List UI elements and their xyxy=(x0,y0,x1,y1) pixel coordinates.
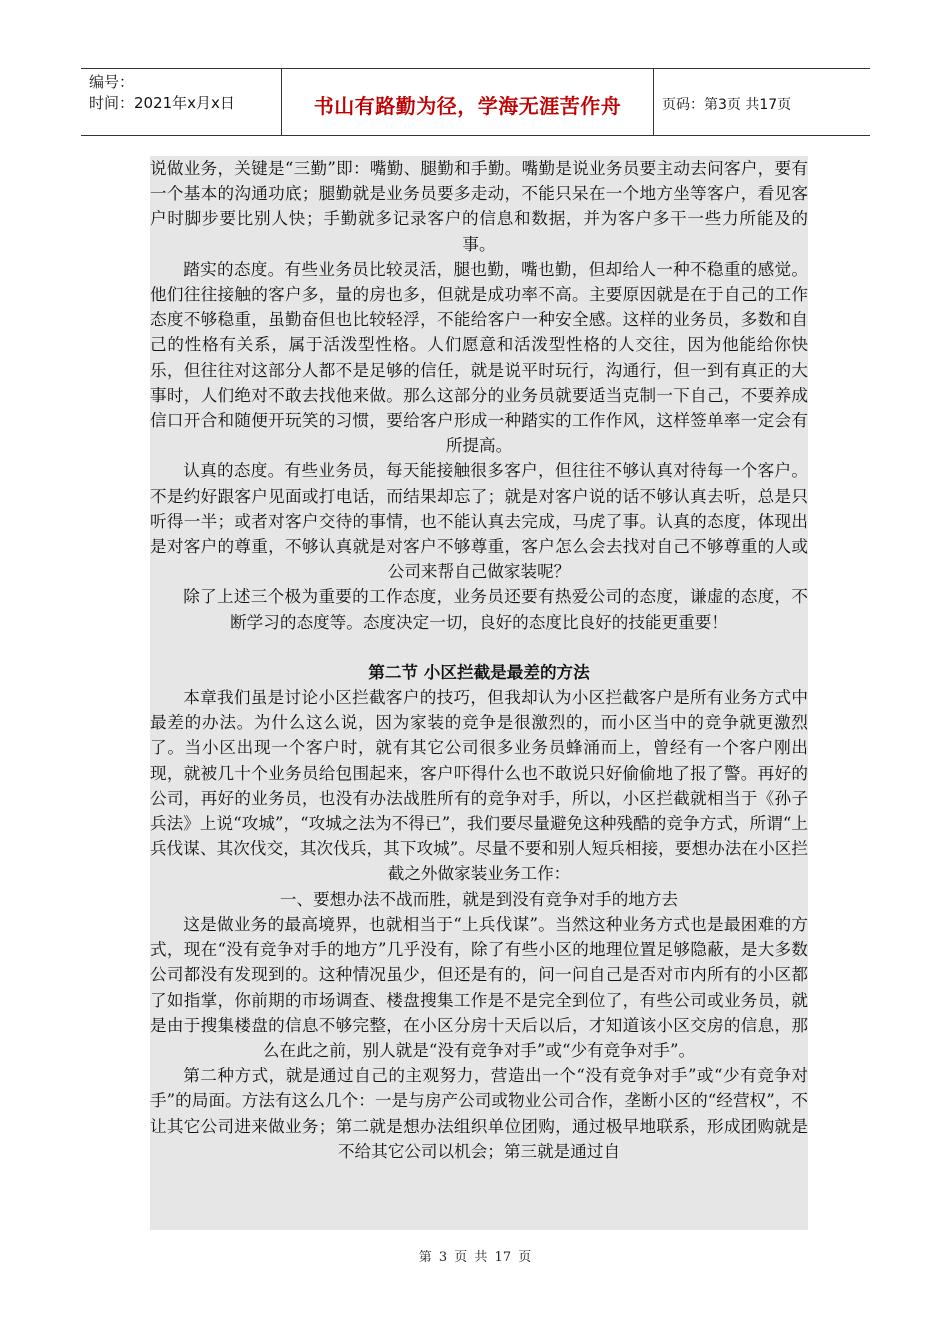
section-spacer xyxy=(150,635,808,660)
paragraph-three-diligences: 说做业务，关键是“三勤”即：嘴勤、腿勤和手勤。嘴勤是说业务员要主动去问客户，要有一个基本的沟通功底；腿勤就是业务员要多走动，不能只呆在一个地方坐等客户，看见客户时脚步要比别人快；手勤就多记录客户的信息和数据，并为客户多干一些力所能及的事。 xyxy=(150,159,808,254)
header-meta xyxy=(81,69,282,135)
page-footer: 第 3 页 共 17 页 xyxy=(418,1250,532,1265)
document-number-label: 编号： xyxy=(89,73,135,91)
header-page-code: 页码：第3页 共17页 xyxy=(662,97,792,113)
section-title: 第二节 小区拦截是最差的方法 xyxy=(368,662,590,682)
document-body xyxy=(150,156,808,1230)
paragraph-second-method: 第二种方式，就是通过自己的主观努力，营造出一个“没有竞争对手”或“少有竞争对手”的局面。方法有这么几个：一是与房产公司或物业公司合作，垄断小区的“经营权”，不让其它公司进来做业务；第二就是想办法组织单位团购，通过极早地联系，形成团购就是不给其它公司以机会；第三就是通过自 xyxy=(150,1066,808,1161)
document-time-label: 时间：2021年x月x日 xyxy=(89,94,235,112)
page-header xyxy=(81,68,870,136)
paragraph-highest-realm: 这是做业务的最高境界，也就相当于“上兵伐谋”。当然这种业务方式也是最困难的方式，现在“没有竞争对手的地方”几乎没有，除了有些小区的地理位置足够隐蔽，是大多数公司都没有发现到的。这种情况虽少，但还是有的，问一问自己是否对市内所有的小区都了如指掌，你前期的市场调查、楼盘搜集工作是不是完全到位了，有些公司或业务员，就是由于搜集楼盘的信息不够完整，在小区分房十天后以后，才知道该小区交房的信息，那么在此之前，别人就是“没有竞争对手”或“少有竞争对手”。 xyxy=(150,914,808,1060)
paragraph-serious-attitude: 认真的态度。有些业务员，每天能接触很多客户，但往往不够认真对待每一个客户。不是约好跟客户见面或打电话，而结果却忘了；就是对客户说的话不够认真去听，总是只听得一半；或者对客户交待的事情，也不能认真去完成，马虎了事。认真的态度，体现出是对客户的尊重，不够认真就是对客户不够尊重，客户怎么会去找对自己不够尊重的人或公司来帮自己做家装呢？ xyxy=(150,461,808,582)
paragraph-other-attitudes: 除了上述三个极为重要的工作态度，业务员还要有热爱公司的态度，谦虚的态度，不断学习的态度等。态度决定一切，良好的态度比良好的技能更重要！ xyxy=(183,587,808,632)
subheading-win-without-fighting: 一、要想办法不战而胜，就是到没有竞争对手的地方去 xyxy=(279,889,679,909)
header-motto: 书山有路勤为径，学海无涯苦作舟 xyxy=(282,69,654,135)
paragraph-community-interception: 本章我们虽是讨论小区拦截客户的技巧，但我却认为小区拦截客户是所有业务方式中最差的办法。为什么这么说，因为家装的竞争是很激烈的，而小区当中的竞争就更激烈了。当小区出现一个客户时，就有其它公司很多业务员蜂涌而上，曾经有一个客户刚出现，就被几十个业务员给包围起来，客户吓得什么也不敢说只好偷偷地了报了警。再好的公司，再好的业务员，也没有办法战胜所有的竞争对手，所以，小区拦截就相当于《孙子兵法》上说“攻城”，“攻城之法为不得已”，我们要尽量避免这种残酷的竞争方式，所谓“上兵伐谋、其次伐交，其次伐兵，其下攻城”。尽量不要和别人短兵相接，要想办法在小区拦截之外做家装业务工作： xyxy=(150,688,808,884)
paragraph-steady-attitude: 踏实的态度。有些业务员比较灵活，腿也勤，嘴也勤，但却给人一种不稳重的感觉。他们往往接触的客户多，量的房也多，但就是成功率不高。主要原因就是在于自己的工作态度不够稳重，虽勤奋但也比较轻浮，不能给客户一种安全感。这样的业务员，多数和自己的性格有关系，属于活泼型性格。人们愿意和活泼型性格的人交往，因为他能给你快乐，但往往对这部分人都不是足够的信任，就是说平时玩行，沟通行，但一到有真正的大事时，人们绝对不敢去找他来做。那么这部分的业务员就要适当克制一下自己，不要养成信口开合和随便开玩笑的习惯，要给客户形成一种踏实的工作作风，这样签单率一定会有所提高。 xyxy=(150,259,808,456)
